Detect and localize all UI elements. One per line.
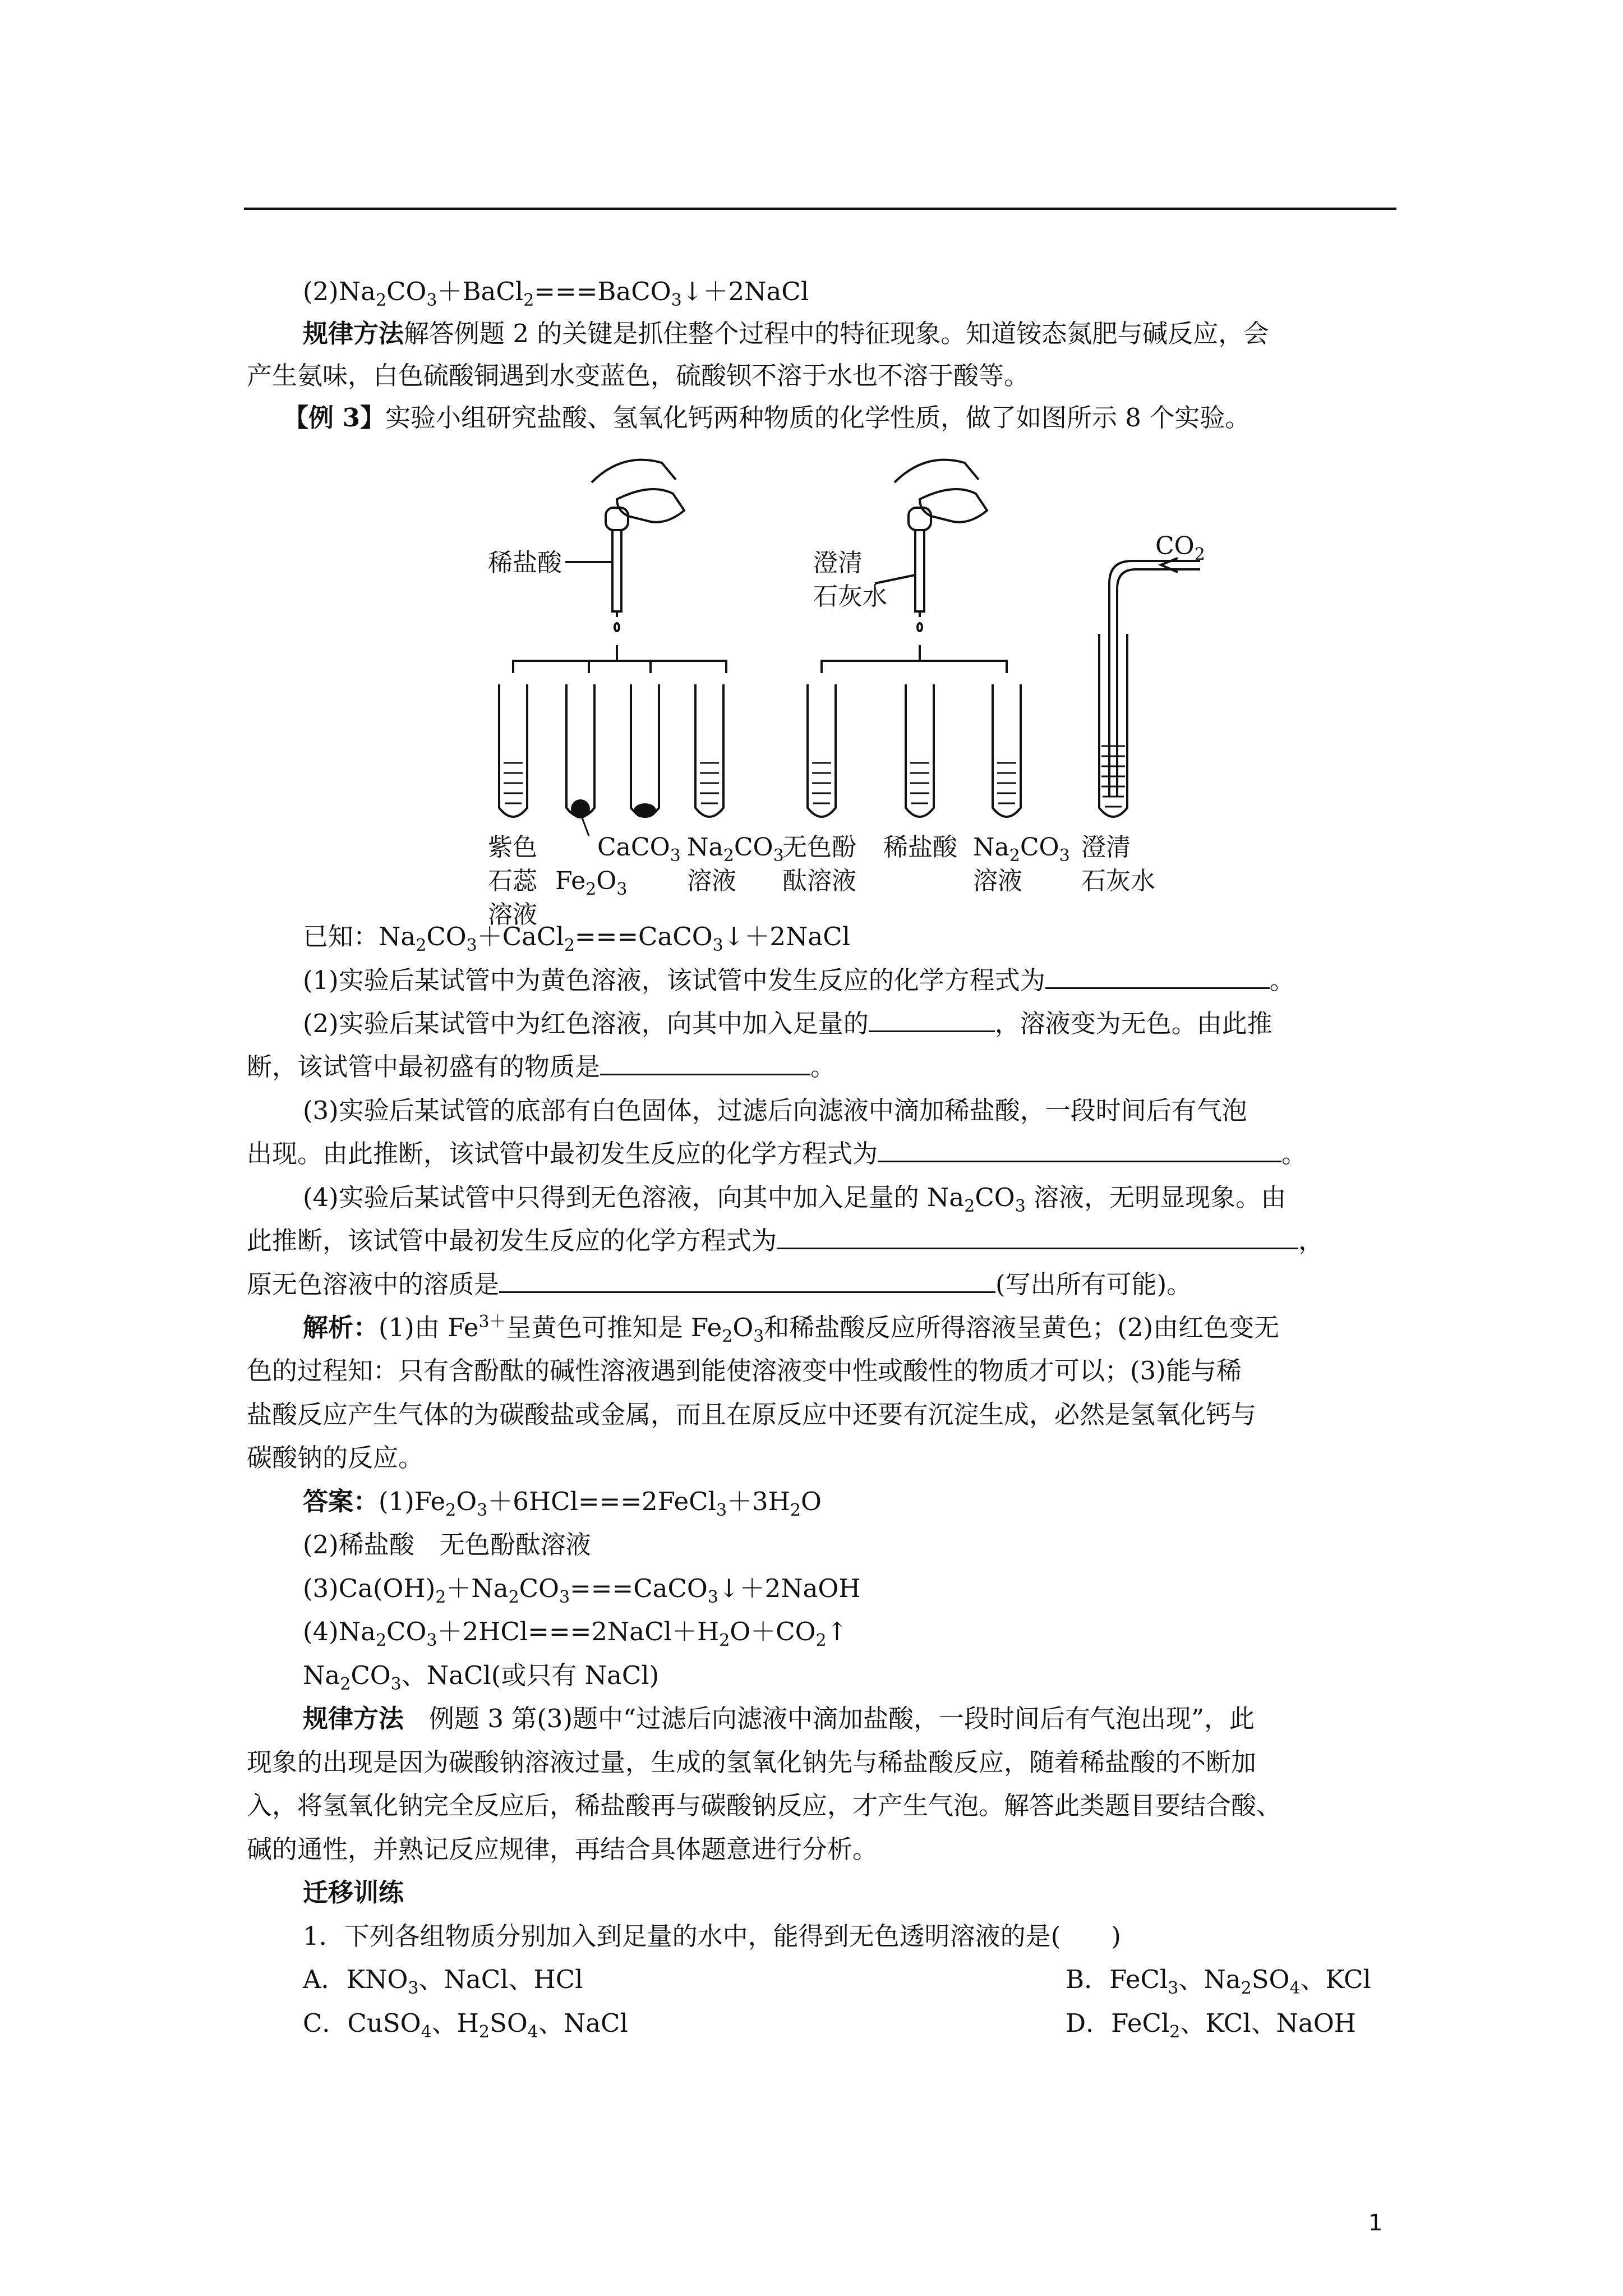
label-limewater-2: 石灰水 — [813, 582, 887, 611]
label-tube4-l1: $Na_2CO_3$ — [687, 833, 784, 866]
method2-line3: 入，将氢氧化钠完全反应后，稀盐酸再与碳酸钠反应，才产生气泡。解答此类题目要结合酸、 — [247, 1791, 1282, 1820]
method2-line4: 碱的通性，并熟记反应规律，再结合具体题意进行分析。 — [247, 1834, 878, 1864]
answer-4: $(4)Na_2CO_3+2HCl===2NaCl+H_2O+CO_2↑$ — [303, 1617, 848, 1650]
practice-options-cd — [303, 2007, 1396, 2040]
header-rule — [244, 208, 1396, 210]
page-number: 1 — [1368, 2210, 1383, 2236]
method1-line2: 产生氨味，白色硫酸铜遇到水变蓝色，硫酸钡不溶于水也不溶于酸等。 — [247, 361, 1030, 390]
analysis-line2: 色的过程知：只有含酚酞的碱性溶液遇到能使溶液变中性或酸性的物质才可以；(3)能与稀 — [247, 1356, 1242, 1386]
label-tube7-l1: $Na_2CO_3$ — [973, 833, 1070, 866]
label-tube1-l2: 石蕊 — [488, 867, 537, 895]
question-3-line2: 出现。由此推断，该试管中最初发生反应的化学方程式为 。 — [247, 1139, 1307, 1168]
question-2-line2: 断，该试管中最初盛有的物质是 。 — [247, 1052, 836, 1082]
label-tube2: $Fe_2O_3$ — [555, 867, 628, 899]
option-a[interactable]: A．$KNO_3$、NaCl、HCl — [303, 1964, 583, 1998]
blank-2a[interactable] — [869, 1008, 995, 1032]
label-tube1-l3: 溶液 — [488, 900, 537, 929]
option-b[interactable]: B．FeCl$_3$、$Na_2SO_4$、KCl — [1066, 1964, 1371, 1998]
method2-line2: 现象的出现是因为碳酸钠溶液过量，生成的氢氧化钠先与稀盐酸反应，随着稀盐酸的不断加 — [247, 1747, 1257, 1777]
blank-4a[interactable] — [777, 1225, 1298, 1249]
label-tube7-l2: 溶液 — [973, 867, 1022, 895]
blank-4b[interactable] — [499, 1269, 995, 1293]
blank-3[interactable] — [878, 1138, 1281, 1162]
practice-options-ab — [303, 1963, 1396, 1996]
question-2-line1: (2)实验后某试管中为红色溶液，向其中加入足量的 ，溶液变为无色。由此推 — [303, 1009, 1272, 1038]
prev-answer-line: $(2)Na_2CO_3+BaCl_2===BaCO_3↓+2NaCl$ — [303, 277, 809, 310]
analysis-line4: 碳酸钠的反应。 — [247, 1443, 424, 1473]
option-d[interactable]: D．FeCl$_2$、KCl、NaOH — [1066, 2008, 1356, 2042]
blank-1[interactable] — [1045, 965, 1270, 989]
known-equation: 已知：$Na_2CO_3+CaCl_2===CaCO_3↓+2NaCl$ — [303, 922, 851, 955]
practice-question-1: 1．下列各组物质分别加入到足量的水中，能得到无色透明溶液的是( ) — [303, 1921, 1121, 1951]
answer-3: $(3)Ca(OH)_2+Na_2CO_3===CaCO_3↓+2NaOH$ — [303, 1573, 861, 1607]
analysis-line3: 盐酸反应产生气体的为碳酸盐或金属，而且在原反应中还要有沉淀生成，必然是氢氧化钙与 — [247, 1400, 1257, 1429]
label-tube6: 稀盐酸 — [883, 833, 957, 862]
blank-2b[interactable] — [600, 1051, 810, 1075]
label-tube3: CaCO$_3$ — [597, 833, 681, 866]
method1-line1: 规律方法解答例题 2 的关键是抓住整个过程中的特征现象。知道铵态氮肥与碱反应，会 — [303, 319, 1269, 348]
practice-title: 迁移训练 — [303, 1878, 404, 1907]
label-tube8-l1: 澄清 — [1081, 833, 1131, 862]
example3-line: 【例 3】实验小组研究盐酸、氢氧化钙两种物质的化学性质，做了如图所示 8 个实验。 — [283, 403, 1251, 432]
label-hcl: 稀盐酸 — [488, 549, 562, 577]
analysis-line1: 解析：(1)由 $Fe^{3+}$呈黄色可推知是 $Fe_2O_3$和稀盐酸反应所得溶液呈黄色；(2)由红色变无 — [303, 1312, 1280, 1346]
label-co2: $CO_2$ — [1155, 532, 1205, 564]
label-tube5-l2: 酞溶液 — [782, 867, 856, 895]
option-c[interactable]: C．CuSO$_4$、$H_2SO_4$、NaCl — [303, 2008, 628, 2042]
answer-1: 答案：$(1)Fe_2O_3+6HCl===2FeCl_3+3H_2O$ — [303, 1487, 822, 1520]
label-tube8-l2: 石灰水 — [1081, 867, 1155, 895]
answer-2: (2)稀盐酸 无色酚酞溶液 — [303, 1530, 591, 1559]
label-limewater-1: 澄清 — [813, 549, 863, 577]
label-tube4-l2: 溶液 — [687, 867, 736, 895]
label-tube1-l1: 紫色 — [488, 833, 537, 862]
question-4-line2: 此推断，该试管中最初发生反应的化学方程式为 ， — [247, 1226, 1324, 1255]
question-4-line3: 原无色溶液中的溶质是 (写出所有可能)。 — [247, 1269, 1192, 1299]
label-tube5-l1: 无色酚 — [782, 833, 856, 862]
question-1: (1)实验后某试管中为黄色溶液，该试管中发生反应的化学方程式为 。 — [303, 965, 1295, 995]
question-3-line1: (3)实验后某试管的底部有白色固体，过滤后向滤液中滴加稀盐酸，一段时间后有气泡 — [303, 1096, 1247, 1125]
method2-line1: 规律方法 例题 3 第(3)题中“过滤后向滤液中滴加盐酸，一段时间后有气泡出现”，此 — [303, 1704, 1255, 1733]
answer-5: $Na_2CO_3$、NaCl(或只有 NaCl) — [303, 1660, 660, 1694]
question-4-line1: (4)实验后某试管中只得到无色溶液，向其中加入足量的 $Na_2CO_3$ 溶液，无明显现象。由 — [303, 1182, 1287, 1216]
experiment-figure — [482, 449, 1228, 929]
